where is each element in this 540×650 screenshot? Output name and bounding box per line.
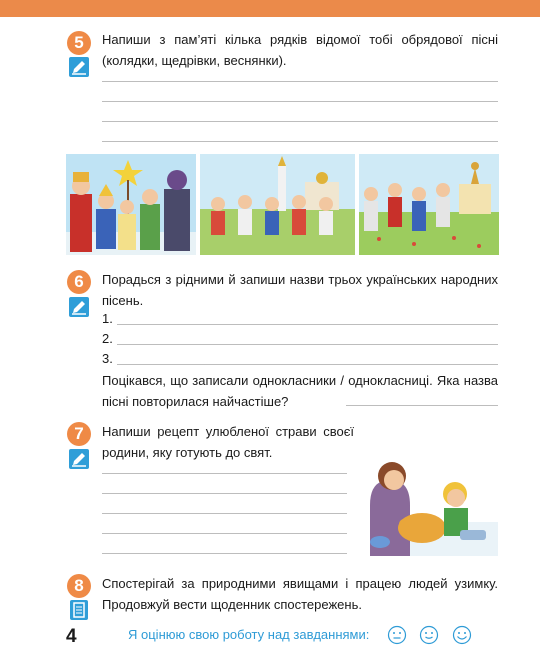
answer-line[interactable] xyxy=(102,493,347,494)
task-6-number: 6 xyxy=(67,270,91,294)
list-item-label: 3. xyxy=(102,351,113,366)
spring-dance-illustration xyxy=(359,154,499,255)
answer-line[interactable] xyxy=(102,513,347,514)
list-item-label: 2. xyxy=(102,331,113,346)
task-8-text: Спостерігай за природними явищами і працею людей узимку. Продовжуй вести щоденник спостережень. xyxy=(102,576,498,612)
notebook-icon xyxy=(70,600,88,620)
list-item-label: 1. xyxy=(102,311,113,326)
task-7-text: Напиши рецепт улюбленої страви своєї родини, яку готують до свят. xyxy=(102,424,354,460)
answer-line[interactable] xyxy=(102,473,347,474)
carolers-illustration xyxy=(66,154,196,255)
answer-line[interactable] xyxy=(102,101,498,102)
pencil-icon xyxy=(69,297,89,317)
dancing-children-illustration xyxy=(200,154,355,255)
pencil-icon xyxy=(69,57,89,77)
answer-line[interactable] xyxy=(117,344,498,345)
answer-line[interactable] xyxy=(102,121,498,122)
smiley-icon[interactable] xyxy=(419,625,439,645)
answer-line[interactable] xyxy=(102,553,347,554)
smiley-icon[interactable] xyxy=(452,625,472,645)
answer-line[interactable] xyxy=(102,533,347,534)
top-bar xyxy=(0,0,540,17)
task-8-number: 8 xyxy=(67,574,91,598)
task-6-text: Порадься з рідними й запиши назви трьох українських народних пісень. xyxy=(102,272,498,308)
pencil-icon xyxy=(69,449,89,469)
evaluation-label: Я оцінюю свою роботу над завданнями: xyxy=(128,627,370,642)
page-number: 4 xyxy=(66,626,77,647)
answer-line[interactable] xyxy=(117,324,498,325)
answer-line[interactable] xyxy=(346,405,498,406)
task-5-text: Напиши з пам’яті кілька рядків відомої тобі обрядової пісні (колядки, щедрівки, веснянки). xyxy=(102,32,498,68)
task-7-number: 7 xyxy=(67,422,91,446)
cooking-illustration xyxy=(360,460,498,556)
task-5-number: 5 xyxy=(67,31,91,55)
answer-line[interactable] xyxy=(102,81,498,82)
task-6-followup: Поцікався, що записали однокласники / однокласниці. Яка назва пісні повторилася найчастіше? xyxy=(102,373,498,409)
answer-line[interactable] xyxy=(117,364,498,365)
smiley-icon[interactable] xyxy=(387,625,407,645)
answer-line[interactable] xyxy=(102,141,498,142)
